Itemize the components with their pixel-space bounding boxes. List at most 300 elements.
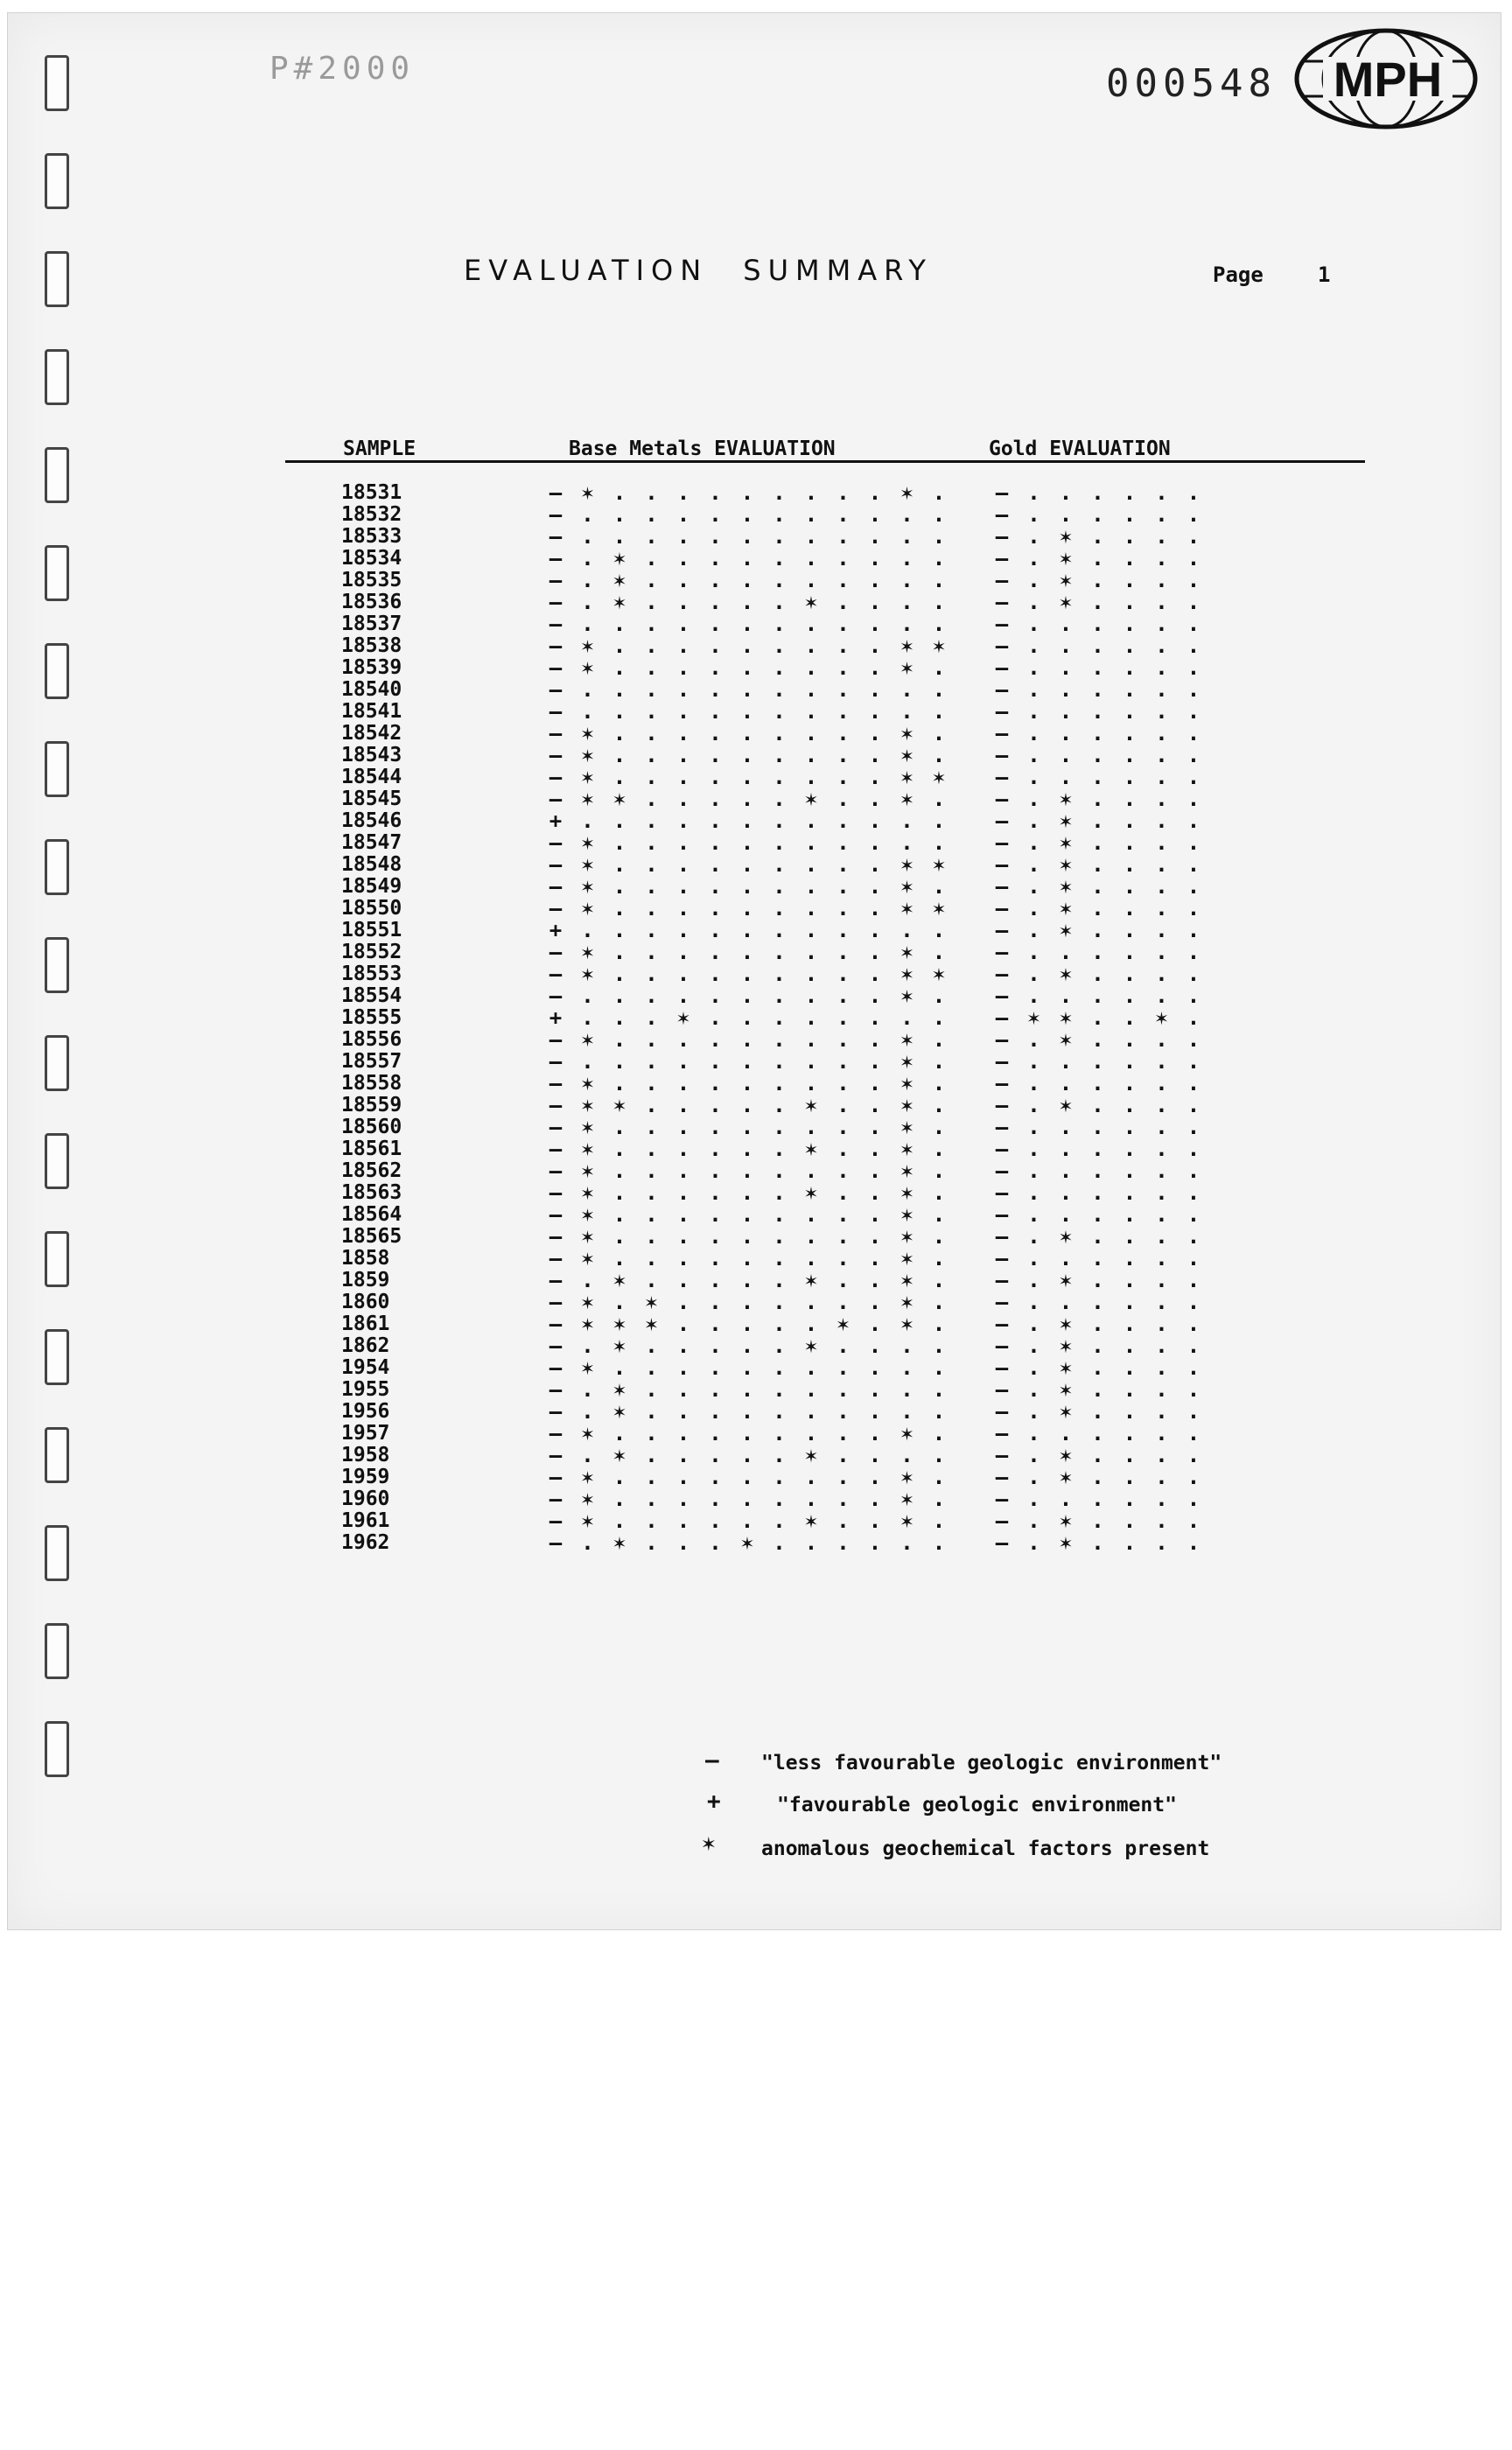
base-metals-cell: . — [932, 1071, 946, 1096]
base-metals-cell: . — [932, 1093, 946, 1117]
gold-cell: — — [995, 1421, 1009, 1446]
base-metals-cell: . — [836, 940, 850, 964]
gold-cell: . — [1123, 940, 1137, 964]
base-metals-cell: ✶ — [581, 787, 594, 811]
base-metals-cell: . — [868, 808, 882, 833]
sample-id: 18532 — [341, 503, 402, 526]
gold-cell: . — [1186, 655, 1200, 680]
base-metals-cell: . — [709, 546, 722, 570]
gold-cell: . — [1155, 480, 1168, 505]
gold-cell: . — [1123, 962, 1137, 986]
gold-cell: . — [1123, 524, 1137, 549]
base-metals-cell: — — [549, 1158, 563, 1183]
base-metals-cell: . — [709, 1246, 722, 1270]
gold-cell: . — [1027, 896, 1040, 920]
base-metals-cell: ✶ — [612, 1443, 626, 1467]
base-metals-cell: . — [836, 1049, 850, 1074]
base-metals-cell: . — [804, 655, 818, 680]
gold-cell: — — [995, 1399, 1009, 1424]
base-metals-cell: . — [612, 677, 626, 702]
table-row — [0, 1335, 1512, 1357]
gold-cell: . — [1091, 874, 1104, 899]
base-metals-cell: . — [804, 940, 818, 964]
gold-cell: . — [1155, 896, 1168, 920]
gold-cell: — — [995, 1202, 1009, 1227]
base-metals-cell: . — [645, 918, 658, 942]
base-metals-cell: . — [804, 1224, 818, 1249]
base-metals-cell: . — [645, 1071, 658, 1096]
gold-cell: . — [1155, 1355, 1168, 1380]
base-metals-cell: ✶ — [581, 1421, 594, 1446]
base-metals-cell: ✶ — [581, 1224, 594, 1249]
base-metals-cell: . — [773, 546, 786, 570]
base-metals-cell: . — [868, 1180, 882, 1205]
base-metals-cell: ✶ — [900, 1027, 914, 1052]
gold-cell: ✶ — [1059, 852, 1073, 877]
base-metals-cell: . — [709, 1421, 722, 1446]
sample-id: 18537 — [341, 612, 402, 635]
base-metals-cell: . — [773, 1005, 786, 1030]
gold-cell: . — [1155, 1093, 1168, 1117]
base-metals-cell: . — [612, 1049, 626, 1074]
base-metals-cell: ✶ — [932, 962, 946, 986]
gold-cell: — — [995, 1443, 1009, 1467]
gold-cell: . — [1123, 852, 1137, 877]
gold-cell: . — [1027, 721, 1040, 746]
base-metals-cell: . — [581, 1399, 594, 1424]
gold-cell: . — [1155, 1202, 1168, 1227]
base-metals-cell: . — [868, 1465, 882, 1489]
base-metals-cell: . — [676, 874, 690, 899]
base-metals-cell: . — [773, 524, 786, 549]
base-metals-cell: — — [549, 590, 563, 614]
base-metals-cell: ✶ — [900, 874, 914, 899]
gold-cell: . — [1027, 787, 1040, 811]
base-metals-cell: — — [549, 984, 563, 1008]
base-metals-cell: — — [549, 874, 563, 899]
gold-cell: . — [1123, 874, 1137, 899]
gold-cell: . — [1059, 721, 1073, 746]
base-metals-cell: . — [773, 874, 786, 899]
gold-cell: . — [1091, 1268, 1104, 1292]
gold-cell: . — [1123, 984, 1137, 1008]
gold-cell: ✶ — [1059, 1334, 1073, 1358]
base-metals-cell: . — [836, 1355, 850, 1380]
gold-cell: . — [1059, 480, 1073, 505]
table-row — [0, 745, 1512, 766]
gold-cell: — — [995, 1049, 1009, 1074]
base-metals-cell: . — [932, 480, 946, 505]
base-metals-cell: . — [740, 634, 754, 658]
base-metals-cell: . — [836, 568, 850, 592]
base-metals-cell: . — [740, 568, 754, 592]
base-metals-cell: ✶ — [804, 1137, 818, 1161]
base-metals-cell: . — [900, 524, 914, 549]
gold-cell: . — [1186, 1508, 1200, 1533]
base-metals-cell: . — [740, 1224, 754, 1249]
base-metals-cell: ✶ — [900, 1115, 914, 1139]
base-metals-cell: . — [709, 830, 722, 855]
base-metals-cell: . — [740, 590, 754, 614]
sample-id: 1961 — [341, 1509, 390, 1532]
base-metals-cell: . — [645, 502, 658, 527]
gold-cell: . — [1123, 743, 1137, 767]
base-metals-cell: . — [676, 1355, 690, 1380]
gold-cell: . — [1059, 677, 1073, 702]
table-row — [0, 1445, 1512, 1466]
base-metals-cell: . — [773, 984, 786, 1008]
base-metals-cell: . — [836, 1093, 850, 1117]
base-metals-cell: — — [549, 765, 563, 789]
gold-cell: . — [1027, 743, 1040, 767]
gold-cell: . — [1059, 1180, 1073, 1205]
base-metals-cell: — — [549, 1530, 563, 1555]
table-row — [0, 1073, 1512, 1095]
gold-cell: . — [1091, 787, 1104, 811]
gold-cell: — — [995, 918, 1009, 942]
base-metals-cell: . — [804, 962, 818, 986]
base-metals-cell: . — [581, 546, 594, 570]
base-metals-cell: ✶ — [581, 1246, 594, 1270]
base-metals-cell: . — [868, 1137, 882, 1161]
gold-cell: ✶ — [1059, 1093, 1073, 1117]
base-metals-cell: . — [932, 568, 946, 592]
base-metals-cell: . — [868, 1027, 882, 1052]
gold-cell: . — [1091, 1071, 1104, 1096]
gold-cell: . — [1186, 546, 1200, 570]
base-metals-cell: . — [868, 940, 882, 964]
base-metals-cell: . — [804, 1158, 818, 1183]
base-metals-cell: . — [709, 1115, 722, 1139]
gold-cell: . — [1027, 830, 1040, 855]
base-metals-cell: . — [868, 524, 882, 549]
gold-cell: — — [995, 612, 1009, 636]
base-metals-cell: . — [868, 634, 882, 658]
base-metals-cell: . — [645, 896, 658, 920]
base-metals-cell: ✶ — [804, 1093, 818, 1117]
gold-cell: . — [1027, 1465, 1040, 1489]
base-metals-cell: . — [868, 1312, 882, 1336]
base-metals-cell: . — [773, 830, 786, 855]
gold-cell: — — [995, 830, 1009, 855]
table-row — [0, 898, 1512, 920]
table-row — [0, 854, 1512, 876]
gold-cell: . — [1123, 1465, 1137, 1489]
sample-id: 18555 — [341, 1006, 402, 1029]
base-metals-cell: . — [932, 808, 946, 833]
gold-cell: — — [995, 765, 1009, 789]
gold-cell: — — [995, 524, 1009, 549]
table-row — [0, 1204, 1512, 1226]
base-metals-cell: . — [804, 918, 818, 942]
base-metals-cell: . — [645, 1049, 658, 1074]
base-metals-cell: . — [645, 699, 658, 724]
gold-cell: . — [1059, 765, 1073, 789]
base-metals-cell: . — [676, 502, 690, 527]
base-metals-cell: . — [581, 677, 594, 702]
base-metals-cell: . — [932, 1049, 946, 1074]
gold-cell: — — [995, 1158, 1009, 1183]
base-metals-cell: . — [932, 984, 946, 1008]
base-metals-cell: . — [645, 1224, 658, 1249]
gold-cell: . — [1091, 590, 1104, 614]
base-metals-cell: . — [676, 1180, 690, 1205]
base-metals-cell: . — [676, 699, 690, 724]
base-metals-cell: . — [709, 634, 722, 658]
base-metals-cell: . — [740, 940, 754, 964]
base-metals-cell: . — [581, 1005, 594, 1030]
gold-cell: — — [995, 1334, 1009, 1358]
gold-cell: . — [1091, 677, 1104, 702]
gold-cell: . — [1155, 721, 1168, 746]
base-metals-cell: . — [612, 655, 626, 680]
base-metals-cell: . — [932, 1290, 946, 1314]
base-metals-cell: . — [836, 590, 850, 614]
base-metals-cell: . — [804, 1530, 818, 1555]
handwritten-number: P#2000 — [270, 51, 416, 87]
gold-cell: . — [1123, 1443, 1137, 1467]
base-metals-cell: ✶ — [581, 634, 594, 658]
base-metals-cell: — — [549, 1268, 563, 1292]
gold-cell: . — [1123, 1268, 1137, 1292]
gold-cell: . — [1027, 1334, 1040, 1358]
base-metals-cell: . — [773, 1224, 786, 1249]
base-metals-cell: . — [868, 721, 882, 746]
gold-cell: . — [1123, 612, 1137, 636]
gold-cell: . — [1186, 1312, 1200, 1336]
base-metals-cell: . — [709, 1180, 722, 1205]
gold-cell: . — [1059, 1246, 1073, 1270]
gold-cell: . — [1027, 677, 1040, 702]
gold-cell: . — [1091, 830, 1104, 855]
base-metals-cell: . — [612, 1508, 626, 1533]
base-metals-cell: . — [645, 524, 658, 549]
base-metals-cell: ✶ — [581, 1465, 594, 1489]
base-metals-cell: . — [900, 1355, 914, 1380]
gold-cell: . — [1027, 1399, 1040, 1424]
gold-cell: . — [1123, 1246, 1137, 1270]
gold-cell: . — [1123, 1530, 1137, 1555]
base-metals-cell: . — [773, 1049, 786, 1074]
table-row — [0, 613, 1512, 635]
base-metals-cell: . — [709, 1530, 722, 1555]
base-metals-cell: . — [709, 502, 722, 527]
gold-cell: — — [995, 1530, 1009, 1555]
base-metals-cell: . — [645, 1246, 658, 1270]
base-metals-cell: . — [932, 1465, 946, 1489]
stamp-number: 000548 — [1106, 61, 1277, 106]
base-metals-cell: ✶ — [836, 1312, 850, 1336]
gold-cell: — — [995, 1071, 1009, 1096]
table-row — [0, 1313, 1512, 1335]
base-metals-cell: . — [932, 1377, 946, 1402]
gold-cell: . — [1123, 1202, 1137, 1227]
base-metals-cell: . — [773, 743, 786, 767]
table-row — [0, 570, 1512, 592]
gold-cell: — — [995, 1268, 1009, 1292]
base-metals-cell: . — [773, 1399, 786, 1424]
base-metals-cell: . — [836, 634, 850, 658]
base-metals-cell: . — [676, 1465, 690, 1489]
gold-cell: ✶ — [1059, 1530, 1073, 1555]
base-metals-cell: . — [612, 1246, 626, 1270]
base-metals-cell: . — [740, 1355, 754, 1380]
base-metals-cell: . — [645, 984, 658, 1008]
base-metals-cell: . — [932, 1399, 946, 1424]
gold-cell: . — [1123, 1290, 1137, 1314]
base-metals-cell: . — [740, 524, 754, 549]
table-row — [0, 679, 1512, 701]
base-metals-cell: . — [581, 808, 594, 833]
gold-cell: ✶ — [1059, 918, 1073, 942]
gold-cell: . — [1155, 568, 1168, 592]
base-metals-cell: . — [868, 1443, 882, 1467]
base-metals-cell: ✶ — [581, 1312, 594, 1336]
gold-cell: — — [995, 699, 1009, 724]
gold-cell: ✶ — [1059, 1399, 1073, 1424]
gold-cell: . — [1059, 1421, 1073, 1446]
gold-cell: . — [1186, 940, 1200, 964]
base-metals-cell: . — [804, 546, 818, 570]
gold-cell: . — [1155, 502, 1168, 527]
gold-cell: . — [1155, 590, 1168, 614]
base-metals-cell: . — [773, 1290, 786, 1314]
base-metals-cell: . — [709, 1355, 722, 1380]
base-metals-cell: ✶ — [581, 1508, 594, 1533]
table-row — [0, 1095, 1512, 1116]
base-metals-cell: . — [676, 896, 690, 920]
base-metals-cell: . — [645, 852, 658, 877]
sample-id: 1959 — [341, 1466, 390, 1488]
base-metals-cell: . — [868, 1355, 882, 1380]
base-metals-cell: . — [612, 1158, 626, 1183]
base-metals-cell: . — [868, 743, 882, 767]
base-metals-cell: . — [773, 1202, 786, 1227]
base-metals-cell: . — [932, 1530, 946, 1555]
table-row — [0, 1510, 1512, 1532]
base-metals-cell: . — [900, 546, 914, 570]
gold-cell: . — [1123, 1377, 1137, 1402]
gold-cell: . — [1091, 1377, 1104, 1402]
base-metals-cell: . — [740, 1312, 754, 1336]
base-metals-cell: . — [676, 787, 690, 811]
gold-cell: . — [1155, 874, 1168, 899]
gold-cell: ✶ — [1059, 1224, 1073, 1249]
base-metals-cell: + — [549, 808, 563, 833]
gold-cell: . — [1059, 743, 1073, 767]
base-metals-cell: . — [645, 590, 658, 614]
base-metals-cell: — — [549, 1312, 563, 1336]
table-row — [0, 985, 1512, 1007]
base-metals-cell: . — [709, 1093, 722, 1117]
gold-cell: . — [1091, 1399, 1104, 1424]
base-metals-cell: . — [868, 1202, 882, 1227]
legend-text-anomalous: anomalous geochemical factors present — [761, 1838, 1210, 1860]
gold-cell: . — [1186, 524, 1200, 549]
base-metals-cell: ✶ — [612, 568, 626, 592]
sample-id: 18560 — [341, 1116, 402, 1138]
base-metals-cell: . — [773, 502, 786, 527]
sample-id: 1861 — [341, 1312, 390, 1335]
base-metals-cell: . — [612, 984, 626, 1008]
sample-id: 18557 — [341, 1050, 402, 1073]
gold-cell: . — [1186, 480, 1200, 505]
gold-cell: ✶ — [1059, 1268, 1073, 1292]
gold-cell: . — [1027, 1508, 1040, 1533]
base-metals-cell: — — [549, 830, 563, 855]
table-row — [0, 1051, 1512, 1073]
base-metals-cell: . — [773, 896, 786, 920]
base-metals-cell: . — [709, 765, 722, 789]
base-metals-cell: . — [773, 1487, 786, 1511]
base-metals-cell: . — [740, 1399, 754, 1424]
base-metals-cell: . — [740, 1443, 754, 1467]
base-metals-cell: . — [836, 1180, 850, 1205]
base-metals-cell: . — [804, 1465, 818, 1489]
base-metals-cell: . — [612, 1115, 626, 1139]
sample-id: 18546 — [341, 809, 402, 832]
gold-cell: . — [1091, 1093, 1104, 1117]
gold-cell: . — [1027, 765, 1040, 789]
gold-cell: . — [1059, 1115, 1073, 1139]
table-row — [0, 1466, 1512, 1488]
gold-cell: . — [1027, 918, 1040, 942]
base-metals-cell: . — [773, 1377, 786, 1402]
base-metals-cell: . — [645, 1202, 658, 1227]
base-metals-cell: . — [645, 1530, 658, 1555]
base-metals-cell: . — [932, 1246, 946, 1270]
base-metals-cell: . — [612, 765, 626, 789]
base-metals-cell: . — [773, 1246, 786, 1270]
gold-cell: . — [1027, 1158, 1040, 1183]
base-metals-cell: ✶ — [740, 1530, 754, 1555]
sample-id: 18551 — [341, 919, 402, 942]
base-metals-cell: . — [676, 1049, 690, 1074]
gold-cell: . — [1027, 1377, 1040, 1402]
gold-cell: ✶ — [1059, 874, 1073, 899]
base-metals-cell: . — [836, 852, 850, 877]
gold-cell: . — [1059, 1158, 1073, 1183]
base-metals-cell: . — [645, 765, 658, 789]
base-metals-cell: . — [868, 896, 882, 920]
gold-cell: . — [1091, 699, 1104, 724]
gold-cell: . — [1059, 699, 1073, 724]
base-metals-cell: ✶ — [612, 1377, 626, 1402]
sample-id: 18544 — [341, 766, 402, 788]
base-metals-cell: . — [645, 655, 658, 680]
base-metals-cell: ✶ — [900, 1487, 914, 1511]
table-row — [0, 1007, 1512, 1029]
gold-cell: . — [1027, 1268, 1040, 1292]
base-metals-cell: . — [900, 699, 914, 724]
base-metals-cell: . — [740, 962, 754, 986]
base-metals-cell: — — [549, 1487, 563, 1511]
gold-cell: — — [995, 1487, 1009, 1511]
base-metals-cell: . — [868, 852, 882, 877]
base-metals-cell: . — [868, 874, 882, 899]
gold-cell: . — [1027, 874, 1040, 899]
base-metals-cell: . — [773, 480, 786, 505]
sample-id: 1955 — [341, 1378, 390, 1401]
base-metals-cell: — — [549, 1224, 563, 1249]
gold-cell: ✶ — [1059, 896, 1073, 920]
base-metals-cell: . — [676, 984, 690, 1008]
sample-id: 1860 — [341, 1291, 390, 1313]
gold-cell: . — [1027, 502, 1040, 527]
gold-cell: — — [995, 655, 1009, 680]
base-metals-cell: — — [549, 1093, 563, 1117]
base-metals-cell: . — [804, 721, 818, 746]
